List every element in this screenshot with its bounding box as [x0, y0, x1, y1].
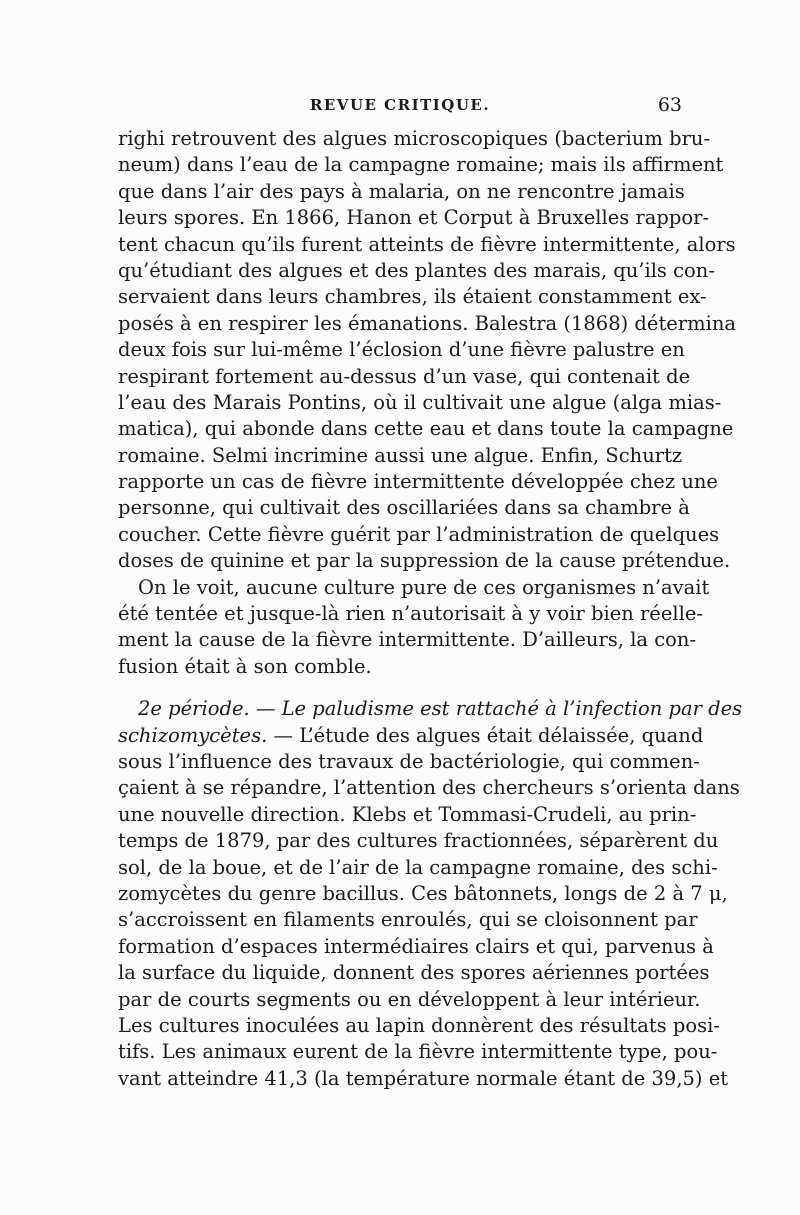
section-2-lines [118, 749, 740, 1092]
text-line: été tentée et jusque-là rien n’autorisait à y voir bien réelle- [118, 602, 703, 626]
text-line: romaine. Selmi incrimine aussi une algue. Enfin, Schurtz [118, 443, 683, 467]
text-line: personne, qui cultivait des oscillariées dans sa chambre à [118, 496, 690, 520]
running-header [118, 96, 682, 122]
text-line: Les cultures inoculées au lapin donnèrent des résultats posi- [118, 1013, 720, 1037]
page-number: 63 [657, 94, 682, 116]
body-text [118, 126, 743, 1092]
text-line: çaient à se répandre, l’attention des chercheurs s’orienta dans [118, 776, 740, 800]
text-line: temps de 1879, par des cultures fractionnées, séparèrent du [118, 829, 719, 853]
section-heading-term: schizomycètes. [118, 723, 268, 747]
text-line: coucher. Cette fièvre guérit par l’administration de quelques [118, 522, 720, 546]
text-line: neum) dans l’eau de la campagne romaine; mais ils affirment [118, 153, 724, 177]
text-line: qu’étudiant des algues et des plantes des marais, qu’ils con- [118, 258, 715, 282]
text-line: par de courts segments ou en développent à leur intérieur. [118, 987, 701, 1011]
text-line: respirant fortement au-dessus d’un vase, qui contenait de [118, 364, 691, 388]
running-title: REVUE CRITIQUE. [309, 96, 491, 114]
text-line: la surface du liquide, donnent des spores aériennes portées [118, 961, 710, 985]
section-first-line-text: — L’étude des algues était délaissée, quand [267, 723, 704, 747]
text-line: sol, de la boue, et de l’air de la campagne romaine, des schi- [118, 855, 718, 879]
text-line: posés à en respirer les émanations. Balestra (1868) détermina [118, 311, 737, 335]
text-line: tifs. Les animaux eurent de la fièvre intermittente type, pou- [118, 1040, 718, 1064]
text-line: fusion était à son comble. [118, 654, 372, 678]
text-line: doses de quinine et par la suppression de la cause prétendue. [118, 549, 731, 573]
section-2 [118, 696, 743, 1092]
text-line: zomycètes du genre bacillus. Ces bâtonnets, longs de 2 à 7 μ, [118, 881, 728, 905]
text-line: deux fois sur lui-même l’éclosion d’une fièvre palustre en [118, 338, 685, 362]
text-line: rapporte un cas de fièvre intermittente développée chez une [118, 470, 718, 494]
text-line: On le voit, aucune culture pure de ces organismes n’avait [138, 575, 710, 599]
text-line: ment la cause de la fièvre intermittente. D’ailleurs, la con- [118, 628, 697, 652]
text-line: servaient dans leurs chambres, ils étaient constamment ex- [118, 285, 707, 309]
text-line: tent chacun qu’ils furent atteints de fièvre intermittente, alors [118, 232, 736, 256]
text-line: une nouvelle direction. Klebs et Tommasi-Crudeli, au prin- [118, 802, 697, 826]
text-line: matica), qui abonde dans cette eau et dans toute la campagne [118, 417, 734, 441]
section-heading-continuation [118, 723, 704, 749]
text-line: leurs spores. En 1866, Hanon et Corput à Bruxelles rappor- [118, 206, 710, 230]
paragraph-2 [118, 575, 710, 681]
paragraph-1 [118, 126, 737, 575]
section-heading: 2e période. — Le paludisme est rattaché à l’infection par des [138, 697, 743, 721]
text-line: vant atteindre 41,3 (la température normale étant de 39,5) et [118, 1066, 729, 1090]
text-line: que dans l’air des pays à malaria, on ne rencontre jamais [118, 179, 685, 203]
text-line: sous l’influence des travaux de bactériologie, qui commen- [118, 749, 700, 773]
text-line: s’accroissent en filaments enroulés, qui se cloisonnent par [118, 908, 698, 932]
text-line: righi retrouvent des algues microscopiques (bacterium bru- [118, 127, 711, 150]
text-line: l’eau des Marais Pontins, où il cultivait une algue (alga mias- [118, 390, 722, 414]
text-line: formation d’espaces intermédiaires clairs et qui, parvenus à [118, 934, 714, 958]
